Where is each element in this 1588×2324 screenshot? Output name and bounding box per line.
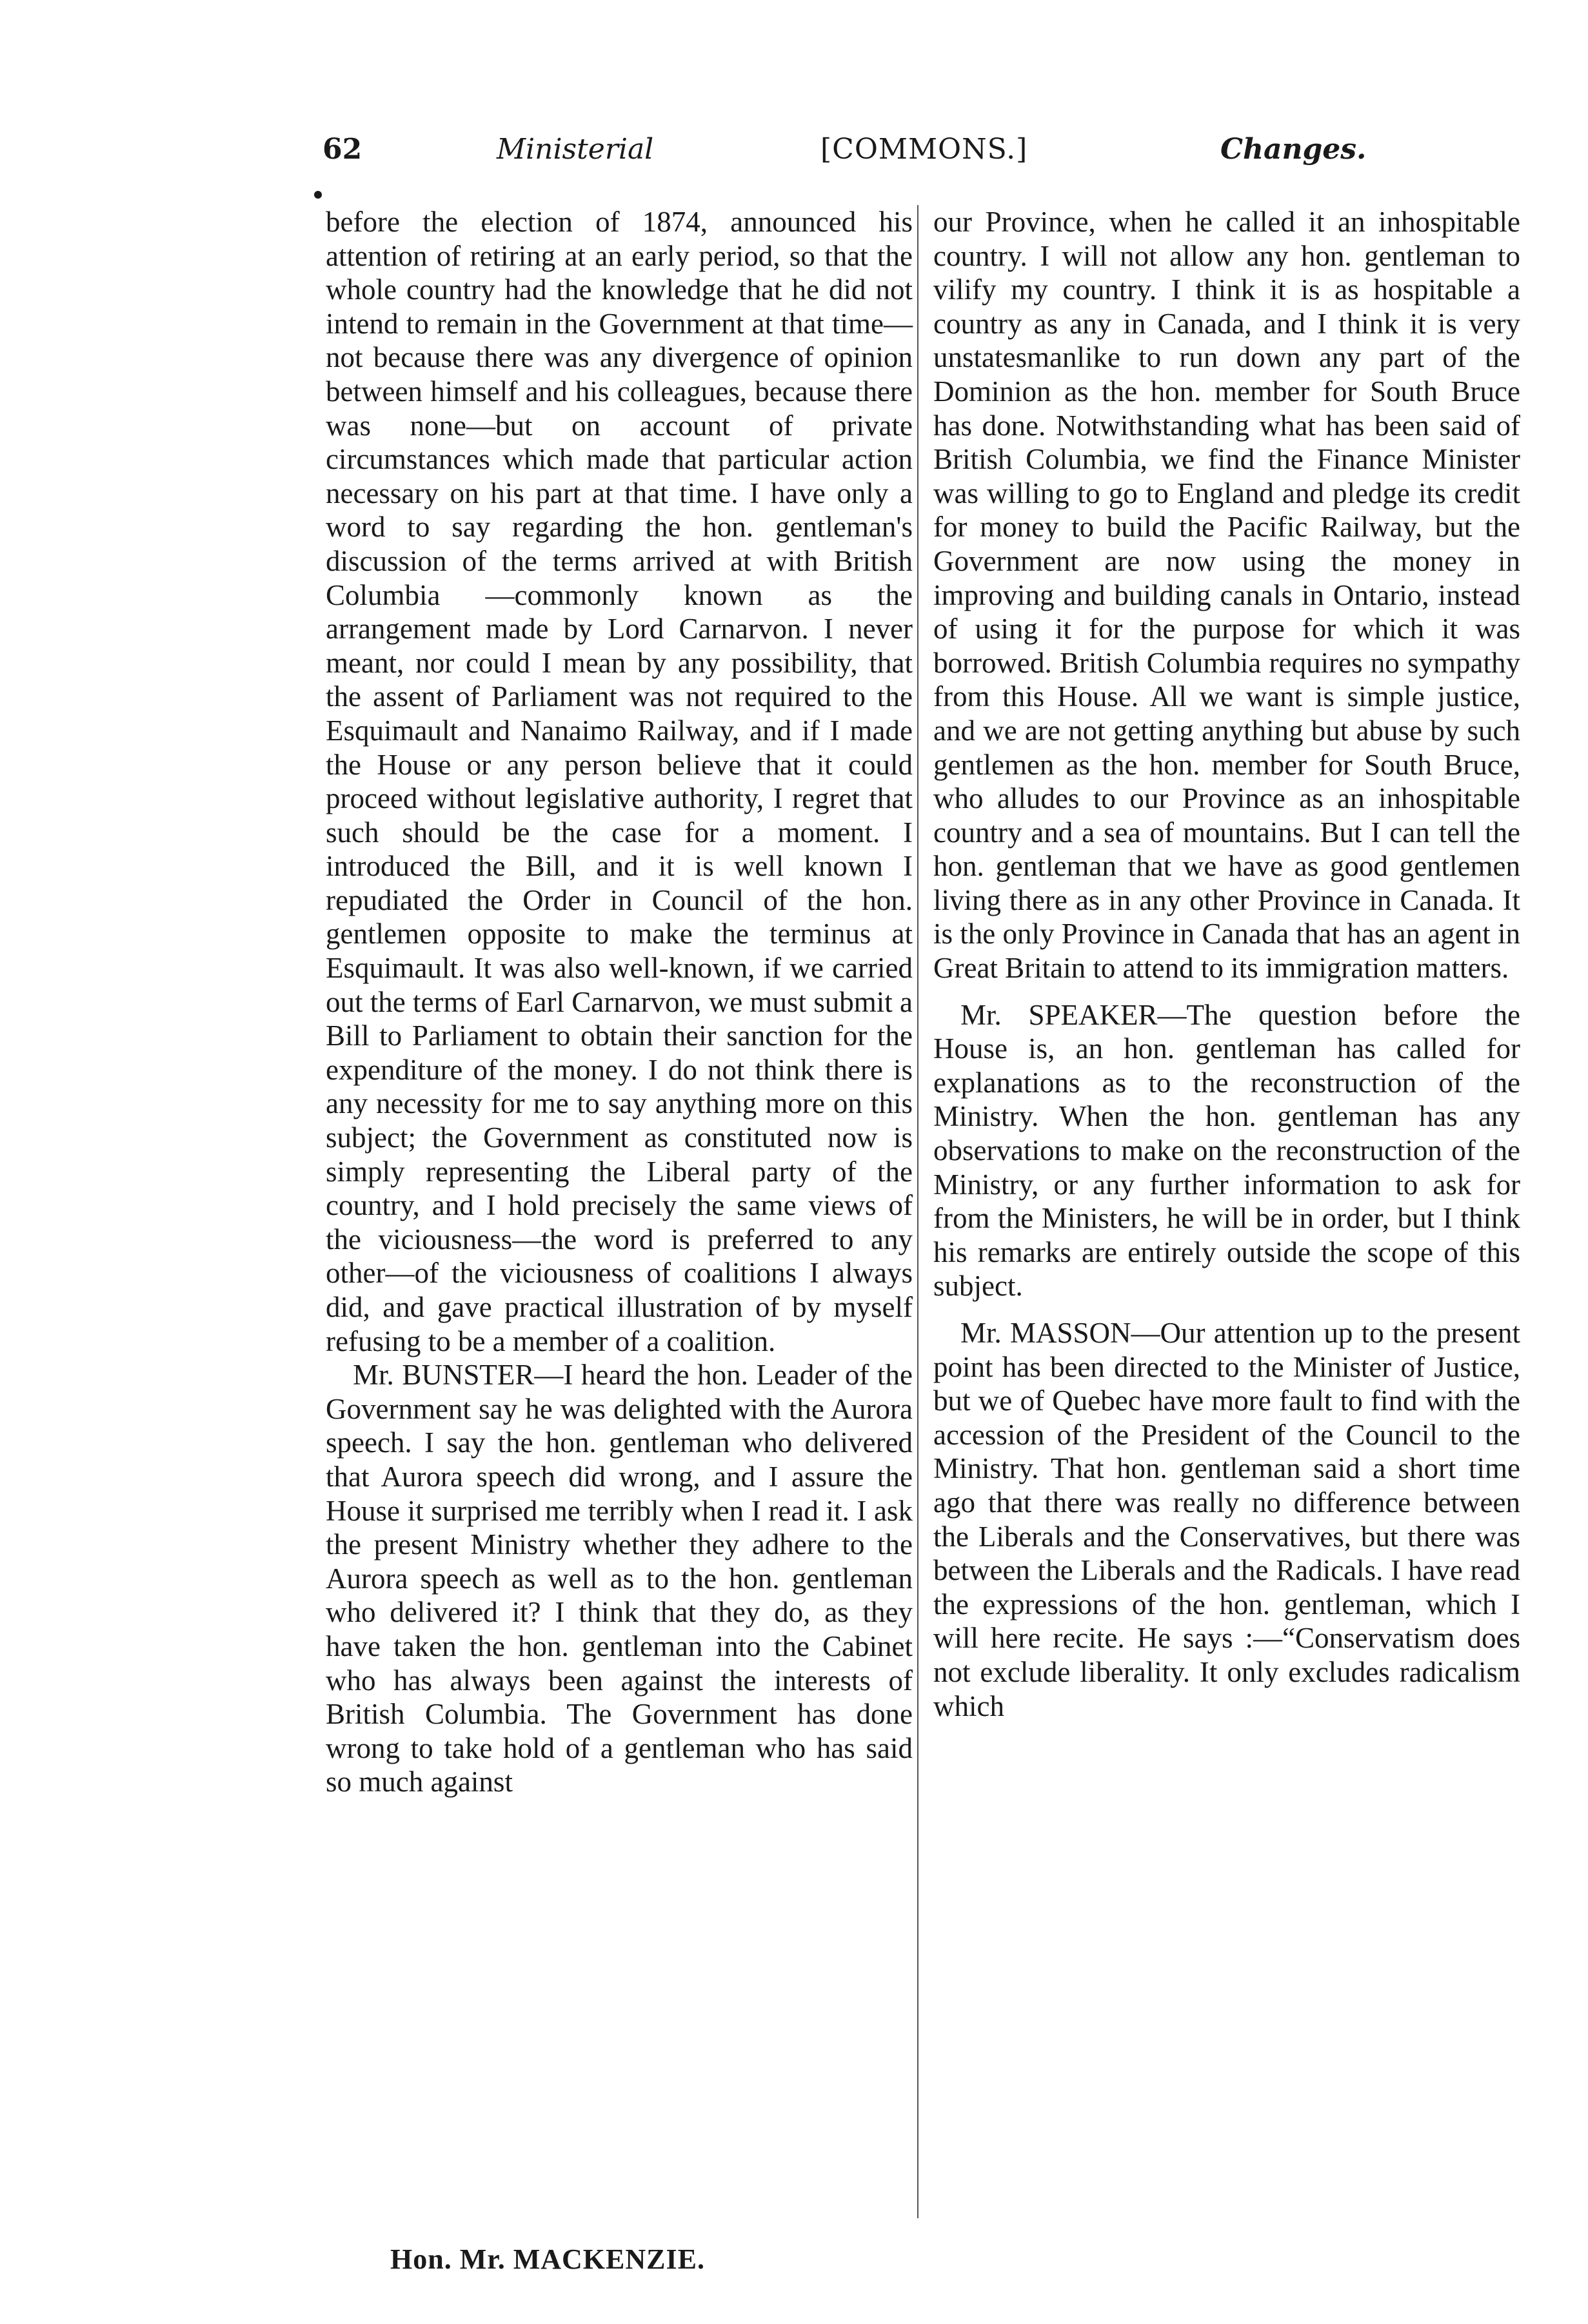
header-right-title: Changes. xyxy=(1220,133,1367,166)
paragraph-bunster: Mr. BUNSTER—I heard the hon. Leader of the Government say he was delighted with the Aurora speech. I say the hon. gentleman who delivered that Aurora speech did wrong, and I assure the House it surprised me terribly when I read it. I ask the present Ministry whether they adhere to the Aurora speech as well as to the hon. gentleman who delivered it? I think that they do, as they have taken the hon. gentleman into the Cabinet who has always been against the interests of British Columbia. The Government has done wrong to take hold of a gentleman who has said so much against xyxy=(326,1359,913,1798)
running-footer-name: Hon. Mr. MACKENZIE. xyxy=(390,2243,705,2275)
left-column xyxy=(326,205,913,1799)
paragraph-mackenzie-continued: before the election of 1874, announced his attention of retiring at an early period, so that the whole country had the knowledge that he did not intend to remain in the Government at that time—not because there was any divergence of opinion between himself and his colleagues, because there was none—but on account of private circumstances which made that particular action necessary on his part at that time. I have only a word to say regarding the hon. gentleman's discussion of the terms arrived at with British Columbia —commonly known as the arrangement made by Lord Carnarvon. I never meant, nor could I mean by any possibility, that the assent of Parliament was not required to the Esquimault and Nanaimo Railway, and if I made the House or any person believe that it could proceed without legislative authority, I regret that such should be the case for a moment. I introduced the Bill, and it is well known I repudiated the Order in Council of the hon. gentlemen opposite to make the terminus at Esquimault. It was also well-known, if we carried out the terms of Earl Carnarvon, we must submit a Bill to Parliament to obtain their sanction for the expenditure of the money. I do not think there is any necessity for me to say anything more on this subject; the Government as constituted now is simply representing the Liberal party of the country, and I hold precisely the same views of the viciousness—the word is preferred to any other—of the viciousness of coalitions I always did, and gave practical illustration of by myself refusing to be a member of a coalition. xyxy=(326,206,913,1357)
right-column xyxy=(933,205,1520,1723)
column-divider xyxy=(917,205,918,2218)
header-left-title: Ministerial xyxy=(497,133,654,166)
paragraph-bunster-continued: our Province, when he called it an inhospitable country. I will not allow any hon. gentleman to vilify my country. I think it is as hospitable a country as any in Canada, and I think it is very unstatesmanlike to run down any part of the Dominion as the hon. member for South Bruce has done. Notwithstanding what has been said of British Columbia, we find the Finance Minister was willing to go to England and pledge its credit for money to build the Pacific Railway, but the Government are now using the money in improving and building canals in Ontario, instead of using it for the purpose for which it was borrowed. British Columbia requires no sympathy from this House. All we want is simple justice, and we are not getting anything but abuse by such gentlemen as the hon. member for South Bruce, who alludes to our Province as an inhospitable country and a sea of mountains. But I can tell the hon. gentleman that we have as good gentlemen living there as in any other Province in Canada. It is the only Province in Canada that has an agent in Great Britain to attend to its immigration matters. xyxy=(933,206,1520,985)
page-number: 62 xyxy=(323,133,362,166)
running-header xyxy=(323,133,1367,178)
print-speck xyxy=(314,191,322,199)
header-center-title: [COMMONS.] xyxy=(820,133,1028,166)
paragraph-speaker: Mr. SPEAKER—The question before the House is, an hon. gentleman has called for explanations as to the reconstruction of the Ministry. When the hon. gentleman has any observations to make on the reconstruction of the Ministry, or any further information to ask for from the Ministers, he will be in order, but I think his remarks are entirely outside the scope of this subject. xyxy=(933,998,1520,1303)
paragraph-masson: Mr. MASSON—Our attention up to the present point has been directed to the Minister of Justice, but we of Quebec have more fault to find with the accession of the President of the Council to the Ministry. That hon. gentleman said a short time ago that there was really no difference between the Liberals and the Conservatives, but there was between the Liberals and the Radicals. I have read the expressions of the hon. gentleman, which I will here recite. He says :—“Conservatism does not exclude liberality. It only excludes radicalism which xyxy=(933,1317,1520,1722)
